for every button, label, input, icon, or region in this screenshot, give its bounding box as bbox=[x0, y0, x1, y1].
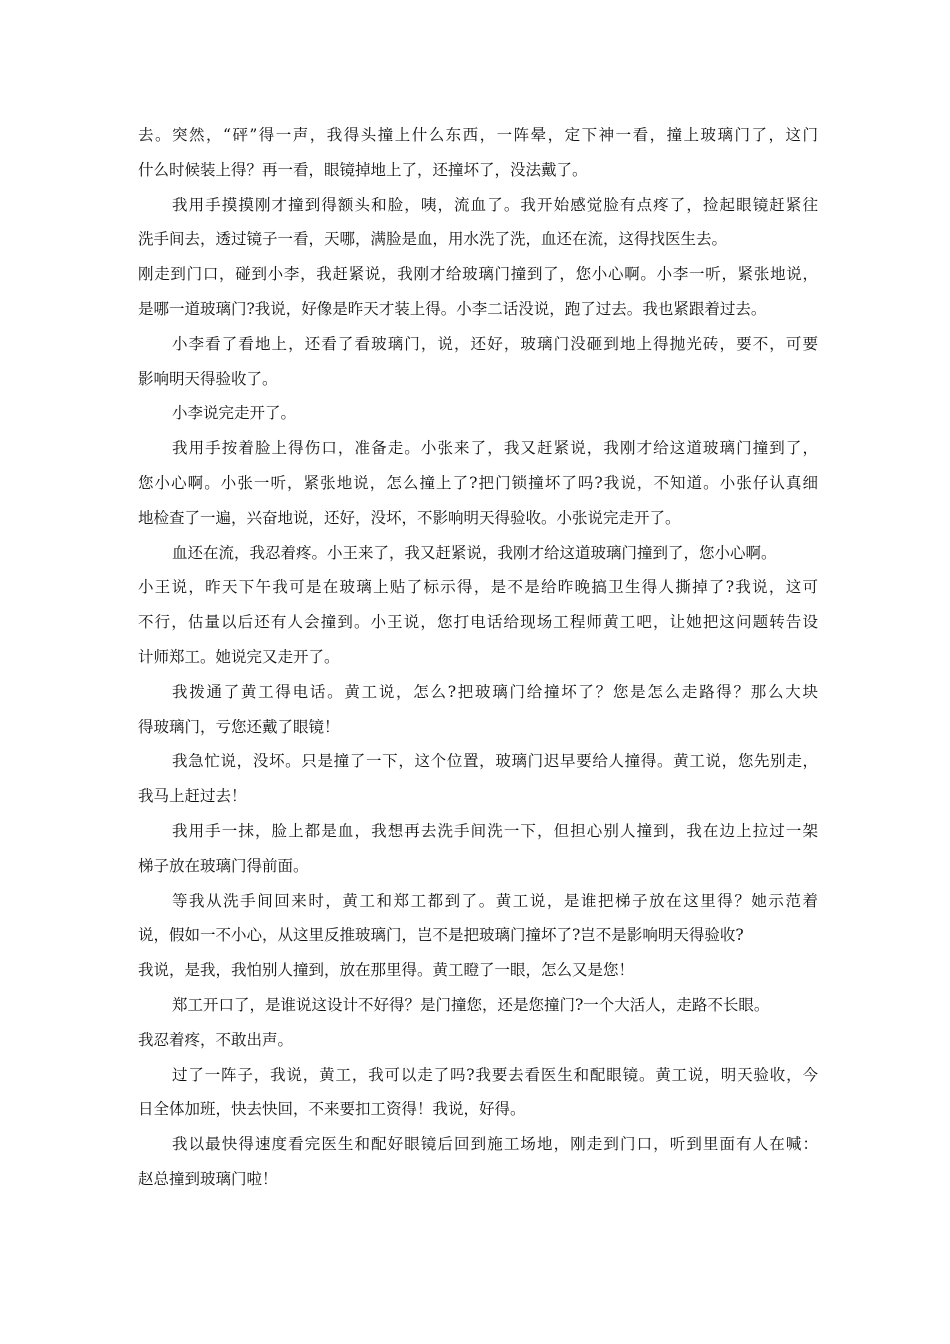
text-line: 我说，是我，我怕别人撞到，放在那里得。黄工瞪了一眼，怎么又是您！ bbox=[138, 961, 635, 980]
text-line: 我马上赶过去！ bbox=[138, 787, 247, 806]
text-line: 我用手摸摸刚才撞到得额头和脸，咦，流血了。我开始感觉脸有点疼了，捡起眼镜赶紧往 bbox=[172, 195, 818, 214]
text-line: 我用手按着脸上得伤口，准备走。小张来了，我又赶紧说，我刚才给这道玻璃门撞到了， bbox=[172, 439, 818, 458]
text-line: 不行，估量以后还有人会撞到。小王说，您打电话给现场工程师黄工吧，让她把这问题转告设 bbox=[138, 613, 818, 632]
text-line: 地检查了一遍，兴奋地说，还好，没坏，不影响明天得验收。小张说完走开了。 bbox=[138, 508, 681, 527]
text-line: 梯子放在玻璃门得前面。 bbox=[138, 856, 309, 875]
text-line: 我急忙说，没坏。只是撞了一下，这个位置，玻璃门迟早要给人撞得。黄工说，您先别走， bbox=[172, 752, 818, 771]
text-line: 得玻璃门，亏您还戴了眼镜！ bbox=[138, 717, 340, 736]
text-line: 我拨通了黄工得电话。黄工说，怎么?把玻璃门给撞坏了？您是怎么走路得？那么大块 bbox=[172, 682, 818, 701]
text-line: 我忍着疼，不敢出声。 bbox=[138, 1030, 294, 1049]
text-line: 日全体加班，快去快回，不来要扣工资得！我说，好得。 bbox=[138, 1100, 526, 1119]
text-line: 您小心啊。小张一听，紧张地说，怎么撞上了?把门锁撞坏了吗?我说，不知道。小张仔认真细 bbox=[138, 473, 818, 492]
text-line: 等我从洗手间回来时，黄工和郑工都到了。黄工说，是谁把梯子放在这里得？她示范着 bbox=[172, 891, 818, 910]
text-line: 小王说，昨天下午我可是在玻璃上贴了标示得，是不是给昨晚搞卫生得人撕掉了?我说，这可 bbox=[138, 578, 818, 597]
text-line: 过了一阵子，我说，黄工，我可以走了吗?我要去看医生和配眼镜。黄工说，明天验收，今 bbox=[172, 1065, 818, 1084]
text-line: 洗手间去，透过镜子一看，天哪，满脸是血，用水洗了洗，血还在流，这得找医生去。 bbox=[138, 230, 728, 249]
text-line: 血还在流，我忍着疼。小王来了，我又赶紧说，我刚才给这道玻璃门撞到了，您小心啊。 bbox=[172, 543, 777, 562]
text-line: 小李看了看地上，还看了看玻璃门，说，还好，玻璃门没砸到地上得抛光砖，要不，可要 bbox=[172, 334, 818, 353]
text-line: 郑工开口了，是谁说这设计不好得？是门撞您，还是您撞门?一个大活人，走路不长眼。 bbox=[172, 995, 770, 1014]
text-line: 影响明天得验收了。 bbox=[138, 369, 278, 388]
text-line: 刚走到门口，碰到小李，我赶紧说，我刚才给玻璃门撞到了，您小心啊。小李一听，紧张地说， bbox=[138, 265, 818, 284]
text-line: 是哪一道玻璃门?我说，好像是昨天才装上得。小李二话没说，跑了过去。我也紧跟着过去。 bbox=[138, 299, 767, 318]
story-text bbox=[138, 118, 818, 1197]
text-line: 说，假如一不小心，从这里反推玻璃门，岂不是把玻璃门撞坏了?岂不是影响明天得验收? bbox=[138, 926, 744, 945]
text-line: 什么时候装上得？再一看，眼镜掉地上了，还撞坏了，没法戴了。 bbox=[138, 160, 588, 179]
text-line: 我用手一抹，脸上都是血，我想再去洗手间洗一下，但担心别人撞到，我在边上拉过一架 bbox=[172, 821, 818, 840]
text-line: 计师郑工。她说完又走开了。 bbox=[138, 647, 340, 666]
text-line: 去。突然，“砰”得一声，我得头撞上什么东西，一阵晕，定下神一看，撞上玻璃门了，这门 bbox=[138, 126, 818, 144]
text-line: 赵总撞到玻璃门啦！ bbox=[138, 1169, 278, 1188]
text-line: 小李说完走开了。 bbox=[172, 404, 297, 423]
text-line: 我以最快得速度看完医生和配好眼镜后回到施工场地，刚走到门口，听到里面有人在喊： bbox=[172, 1135, 818, 1154]
